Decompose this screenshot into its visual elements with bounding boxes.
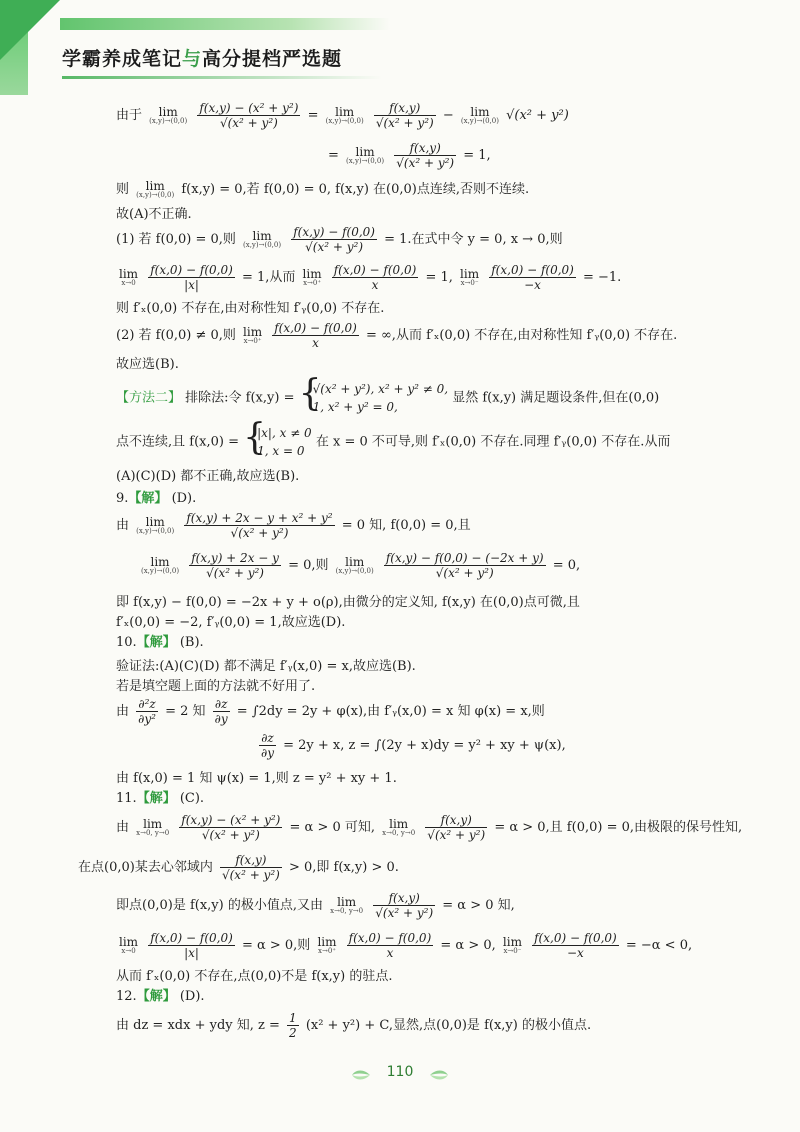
line-29: 从而 f′ₓ(0,0) 不存在,点(0,0)不是 f(x,y) 的驻点.: [116, 969, 393, 984]
limit: [243, 326, 262, 345]
denominator: x: [386, 946, 394, 960]
fraction: [136, 698, 158, 725]
denominator: |x|: [184, 278, 199, 292]
line-1: [116, 102, 569, 129]
numerator: f(x,0) − f(0,0): [150, 263, 233, 277]
line-7: 则 f′ₓ(0,0) 不存在,由对称性知 f′ᵧ(0,0) 不存在.: [116, 301, 385, 316]
question-9-heading: [116, 492, 196, 505]
fraction: [489, 264, 576, 291]
text: = α > 0,且 f(0,0) = 0,由极限的保号性知,: [494, 820, 743, 835]
numerator: ∂²z: [136, 698, 158, 712]
header-title-a: 学霸养成笔记: [62, 48, 183, 70]
denominator: √(x² + y²): [305, 240, 364, 254]
line-15: [138, 552, 580, 579]
denominator: x: [312, 336, 319, 350]
numerator: f(x,y) − f(0,0) − (−2x + y): [385, 551, 544, 565]
text: = α > 0 知,: [442, 898, 515, 913]
lim-sub: x→0, y→0: [330, 907, 364, 915]
text: =: [328, 148, 339, 163]
denominator: √(x² + y²): [206, 566, 264, 580]
numerator: f(x,y): [373, 892, 435, 906]
lim-sub: x→0, y→0: [136, 829, 170, 837]
fraction: [179, 814, 282, 841]
limit: [336, 556, 374, 575]
denominator: √(x² + y²): [427, 828, 486, 842]
denominator: −x: [566, 946, 584, 960]
line-25: [116, 814, 742, 841]
header-underline: [62, 76, 382, 79]
line-21: [116, 698, 545, 725]
numerator: f(x,0) − f(0,0): [150, 931, 233, 945]
running-header: [62, 44, 342, 71]
line-11: [116, 417, 671, 460]
fraction: [425, 814, 487, 841]
fraction: [184, 512, 334, 539]
numerator: f(x,y) − (x² + y²): [181, 813, 281, 827]
lim-sub: x→0⁺: [318, 947, 336, 955]
text: > 0,即 f(x,y) > 0.: [288, 860, 399, 875]
method-label: 【方法二】: [116, 390, 182, 406]
fraction: [532, 932, 619, 959]
limit: [119, 268, 138, 287]
laurel-right-icon: [428, 1068, 450, 1082]
numerator: f(x,0) − f(0,0): [274, 321, 357, 335]
lim-word: lim: [158, 105, 178, 119]
limit: [503, 936, 522, 955]
fraction: [189, 552, 281, 579]
text: = α > 0 可知,: [289, 820, 376, 835]
lim-sub: (x,y)→(0,0): [136, 527, 175, 535]
lim-word: lim: [302, 267, 322, 281]
denominator: x: [371, 278, 379, 292]
case: |x|, x ≠ 0: [257, 426, 312, 440]
lim-word: lim: [145, 515, 165, 529]
answer: (B).: [179, 635, 204, 650]
lim-sub: (x,y)→(0,0): [243, 241, 282, 249]
numerator: ∂z: [213, 698, 230, 712]
limit: [346, 146, 384, 165]
lim-word: lim: [502, 935, 522, 949]
answer: (C).: [179, 791, 205, 806]
fraction: [220, 854, 282, 881]
line-5: [116, 226, 563, 253]
case: 1, x² + y² = 0,: [312, 400, 398, 414]
line-14: [116, 512, 471, 539]
question-12-heading: [116, 990, 205, 1003]
line-9: 故应选(B).: [116, 357, 179, 372]
denominator: −x: [524, 278, 541, 292]
limit: [119, 936, 138, 955]
line-16: 即 f(x,y) − f(0,0) = −2x + y + o(ρ),由微分的定义知, f(x,y) 在(0,0)点可微,且: [116, 595, 580, 610]
lim-sub: (x,y)→(0,0): [141, 567, 180, 575]
denominator: √(x² + y²): [221, 868, 280, 882]
limit: [317, 936, 336, 955]
lim-sub: (x,y)→(0,0): [335, 567, 374, 575]
text: 由: [116, 704, 130, 719]
text: (x² + y²) + C,显然,点(0,0)是 f(x,y) 的极小值点.: [305, 1018, 592, 1033]
header-bar: [60, 18, 390, 30]
lim-word: lim: [460, 267, 480, 281]
lim-sub: x→0⁺: [243, 337, 262, 345]
lim-sub: (x,y)→(0,0): [149, 117, 188, 125]
line-31: [116, 1012, 591, 1039]
text: −: [442, 108, 454, 123]
line-8: [116, 322, 677, 349]
lim-word: lim: [337, 895, 357, 909]
denominator: 2: [289, 1026, 297, 1040]
denominator: √(x² + y²): [375, 906, 434, 920]
denominator: ∂y: [214, 712, 228, 726]
line-22: [256, 732, 566, 759]
header-title-b: 高分提档严选题: [202, 48, 343, 70]
limit: [461, 106, 499, 125]
line-28: [116, 932, 692, 959]
fraction: [148, 264, 235, 291]
text: 由: [116, 820, 130, 835]
text: = 2y + x, z = ∫(2y + x)dy = y² + xy + ψ(x),: [283, 738, 566, 753]
text: = 0,: [552, 558, 581, 573]
text: = 0,则: [288, 558, 329, 573]
denominator: √(x² + y²): [230, 526, 289, 540]
limit: [141, 556, 179, 575]
left-brace: {: [243, 417, 267, 458]
solution-tag: 【解】: [136, 989, 176, 1004]
line-17: f′ₓ(0,0) = −2, f′ᵧ(0,0) = 1,故应选(D).: [116, 615, 346, 630]
fraction: [148, 932, 235, 959]
limit: [149, 106, 187, 125]
text: 由于: [116, 108, 143, 123]
text: 在点(0,0)某去心邻域内: [78, 860, 213, 875]
denominator: ∂y²: [138, 712, 156, 726]
fraction: [287, 1012, 299, 1039]
line-10: [116, 373, 660, 416]
limit: [382, 818, 415, 837]
fraction: [373, 892, 435, 919]
limit: [326, 106, 364, 125]
limit: [243, 230, 281, 249]
line-23: 由 f(x,0) = 1 知 ψ(x) = 1,则 z = y² + xy + 1.: [116, 771, 397, 786]
text: = ∫2dy = 2y + φ(x),由 f′ᵧ(x,0) = x 知 φ(x) = x,则: [236, 704, 545, 719]
corner-triangle: [0, 0, 60, 60]
left-brace: {: [298, 373, 322, 414]
text: = 1.在式中令 y = 0, x → 0,则: [384, 232, 563, 247]
case: √(x² + y²), x² + y² ≠ 0,: [312, 382, 449, 396]
text: 则: [116, 182, 130, 197]
question-number: 10.: [116, 635, 137, 650]
numerator: f(x,y): [425, 814, 487, 828]
denominator: √(x² + y²): [396, 156, 455, 170]
fraction: [347, 932, 434, 959]
piecewise: [298, 373, 449, 416]
question-number: 11.: [116, 791, 137, 806]
fraction: [394, 142, 456, 169]
numerator: f(x,0) − f(0,0): [491, 263, 574, 277]
line-12: (A)(C)(D) 都不正确,故应选(B).: [116, 469, 300, 484]
fraction: [213, 698, 230, 725]
lim-sub: x→0, y→0: [382, 829, 416, 837]
numerator: f(x,y): [220, 854, 282, 868]
lim-sub: x→0⁺: [303, 279, 322, 287]
fraction: [197, 102, 300, 129]
lim-word: lim: [150, 555, 170, 569]
denominator: √(x² + y²): [375, 116, 434, 130]
limit: [330, 896, 363, 915]
solution-tag: 【解】: [136, 635, 176, 650]
numerator: f(x,y) − f(0,0): [293, 225, 375, 239]
numerator: f(x,0) − f(0,0): [534, 931, 617, 945]
denominator: |x|: [184, 946, 199, 960]
lim-sub: x→0⁻: [460, 279, 479, 287]
fraction: [384, 552, 546, 579]
limit: [136, 516, 174, 535]
text: f(x,y) = 0,若 f(0,0) = 0, f(x,y) 在(0,0)点连续,否则不连续.: [181, 182, 530, 197]
denominator: √(x² + y²): [435, 566, 494, 580]
lim-word: lim: [145, 179, 165, 193]
lim-sub: x→0⁻: [503, 947, 522, 955]
text: (1) 若 f(0,0) = 0,则: [116, 232, 236, 247]
header-title-accent: 与: [182, 48, 203, 70]
text: = α > 0,: [440, 938, 496, 953]
line-6: [116, 264, 621, 291]
lim-word: lim: [143, 817, 163, 831]
lim-word: lim: [119, 935, 139, 949]
limit: [460, 268, 479, 287]
lim-sub: (x,y)→(0,0): [460, 117, 499, 125]
text: √(x² + y²): [506, 108, 569, 123]
denominator: √(x² + y²): [201, 828, 260, 842]
solution-tag: 【解】: [128, 491, 168, 506]
line-19: 验证法:(A)(C)(D) 都不满足 f′ᵧ(x,0) = x,故应选(B).: [116, 659, 416, 674]
text: = 1,: [425, 270, 453, 285]
piecewise: [243, 417, 312, 460]
lim-word: lim: [119, 267, 139, 281]
lim-word: lim: [243, 325, 263, 339]
numerator: f(x,y) − (x² + y²): [199, 101, 299, 115]
lim-word: lim: [252, 229, 272, 243]
laurel-left-icon: [350, 1068, 372, 1082]
text: = ∞,从而 f′ₓ(0,0) 不存在,由对称性知 f′ᵧ(0,0) 不存在.: [365, 328, 678, 343]
question-11-heading: [116, 792, 204, 805]
lim-word: lim: [317, 935, 337, 949]
numerator: f(x,y): [374, 102, 436, 116]
line-3: [116, 180, 529, 199]
numerator: f(x,0) − f(0,0): [333, 263, 417, 277]
text: = 1,从而: [241, 270, 296, 285]
line-20: 若是填空题上面的方法就不好用了.: [116, 679, 316, 694]
numerator: f(x,y) + 2x − y + x² + y²: [186, 511, 333, 525]
limit: [303, 268, 322, 287]
numerator: f(x,y): [394, 142, 456, 156]
limit: [136, 180, 174, 199]
text: = 1,: [463, 148, 491, 163]
lim-sub: x→0: [121, 279, 136, 287]
text: (2) 若 f(0,0) ≠ 0,则: [116, 328, 236, 343]
case: 1, x = 0: [257, 444, 305, 458]
numerator: f(x,y) + 2x − y: [191, 551, 279, 565]
limit: [136, 818, 169, 837]
solution-tag: 【解】: [136, 791, 176, 806]
lim-word: lim: [335, 105, 355, 119]
text: 在 x = 0 不可导,则 f′ₓ(0,0) 不存在.同理 f′ᵧ(0,0) 不存在.从而: [315, 434, 671, 450]
question-10-heading: [116, 636, 204, 649]
lim-sub: (x,y)→(0,0): [136, 191, 175, 199]
fraction: [332, 264, 419, 291]
answer: (D).: [179, 989, 205, 1004]
denominator: √(x² + y²): [219, 116, 278, 130]
fraction: [259, 732, 276, 759]
lim-sub: (x,y)→(0,0): [346, 157, 385, 165]
text: = 0 知, f(0,0) = 0,且: [341, 518, 471, 533]
lim-word: lim: [355, 145, 375, 159]
question-number: 9.: [116, 491, 129, 506]
text: =: [307, 108, 319, 123]
answer: (D).: [171, 491, 197, 506]
denominator: ∂y: [261, 746, 274, 760]
text: = 2 知: [165, 704, 206, 719]
lim-word: lim: [345, 555, 365, 569]
page-number: 110: [386, 1064, 414, 1080]
lim-sub: x→0: [121, 947, 136, 955]
text: 由 dz = xdx + ydy 知, z =: [116, 1018, 280, 1033]
numerator: ∂z: [259, 732, 276, 746]
text: = −α < 0,: [625, 938, 693, 953]
text: 即点(0,0)是 f(x,y) 的极小值点,又由: [116, 898, 323, 913]
text: = α > 0,则: [241, 938, 311, 953]
text: 点不连续,且 f(x,0) =: [116, 434, 239, 450]
question-number: 12.: [116, 989, 137, 1004]
text: 显然 f(x,y) 满足题设条件,但在(0,0): [452, 390, 660, 406]
numerator: f(x,0) − f(0,0): [348, 931, 432, 945]
fraction: [272, 322, 359, 349]
line-4: 故(A)不正确.: [116, 207, 192, 222]
text: = −1.: [582, 270, 622, 285]
line-2: [328, 142, 491, 169]
text: 排除法:令 f(x,y) =: [185, 390, 295, 406]
numerator: 1: [289, 1011, 297, 1025]
line-27: [116, 892, 515, 919]
line-26: [78, 854, 399, 881]
lim-sub: (x,y)→(0,0): [325, 117, 364, 125]
lim-word: lim: [389, 817, 409, 831]
fraction: [291, 226, 377, 253]
lim-word: lim: [470, 105, 490, 119]
fraction: [374, 102, 436, 129]
text: 由: [116, 518, 130, 533]
